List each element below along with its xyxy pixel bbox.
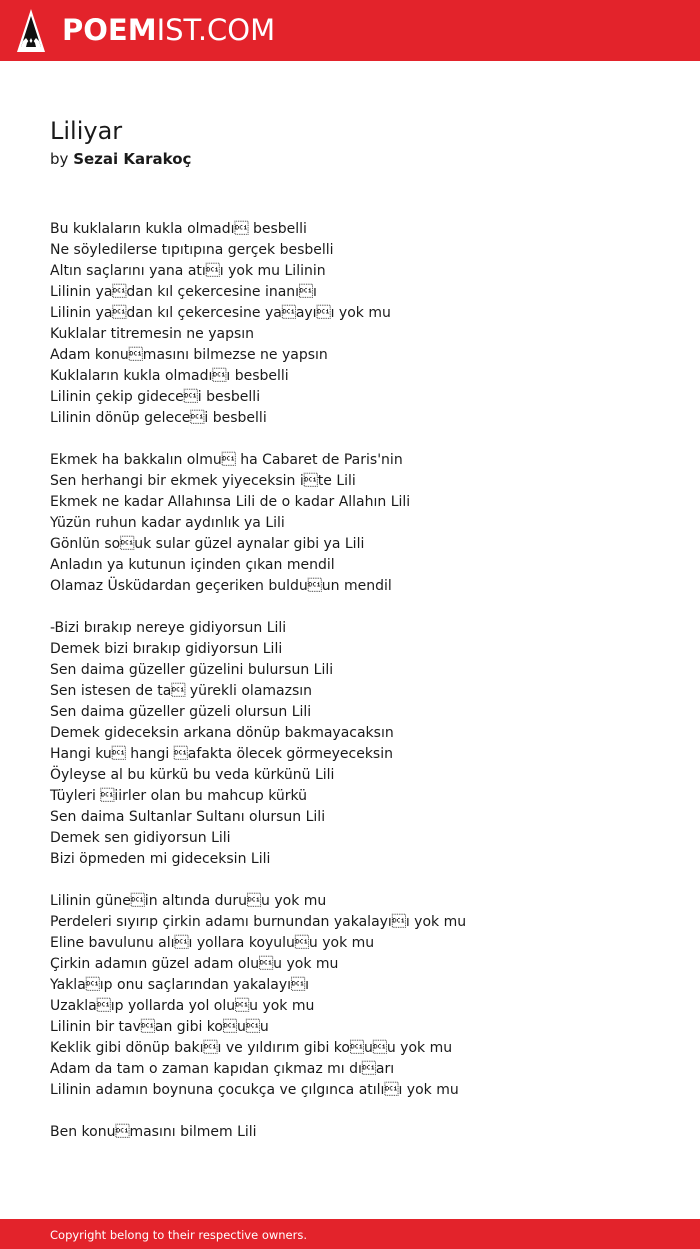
poem-line: Lilinin dönüp gelecei besbelli <box>50 410 267 426</box>
poem-line: Sen herhangi bir ekmek yiyeceksin ite Lili <box>50 473 356 489</box>
poem-title: Liliyar <box>50 117 123 145</box>
poem-stanza <box>50 450 670 597</box>
copyright-text: Copyright belong to their respective owners. <box>50 1228 308 1242</box>
poem-line: Demek bizi bırakıp gidiyorsun Lili <box>50 641 283 657</box>
poem-line: Tüyleri iirler olan bu mahcup kürkü <box>50 788 308 804</box>
poem-line: Öyleyse al bu kürkü bu veda kürkünü Lili <box>50 767 335 783</box>
poem-line: Lilinin günein altında duruu yok mu <box>50 893 327 909</box>
poem-line: Adam da tam o zaman kapıdan çıkmaz mı dıarı <box>50 1061 395 1077</box>
poem-line: Sen daima güzeller güzelini bulursun Lili <box>50 662 334 678</box>
poem-line: Ne söyledilerse tıpıtıpına gerçek besbelli <box>50 242 334 258</box>
poem-stanza <box>50 1122 670 1143</box>
author-name: Sezai Karakoç <box>73 150 192 168</box>
poem-stanza <box>50 891 670 1101</box>
poem-line: Hangi ku hangi afakta ölecek görmeyeceksin <box>50 746 393 762</box>
poem-line: Yaklaıp onu saçlarından yakalayıı <box>50 977 309 993</box>
poem-line: Altın saçlarını yana atıı yok mu Lilinin <box>50 263 326 279</box>
poem-body <box>50 219 670 1164</box>
poem-line: Yüzün ruhun kadar aydınlık ya Lili <box>50 515 285 531</box>
poem-line: Eline bavulunu alıı yollara koyuluu yok mu <box>50 935 375 951</box>
site-logo[interactable] <box>62 11 275 49</box>
poem-line: Uzaklaıp yollarda yol oluu yok mu <box>50 998 315 1014</box>
poem-line: Bizi öpmeden mi gideceksin Lili <box>50 851 271 867</box>
poem-line: Lilinin çekip gidecei besbelli <box>50 389 261 405</box>
pencil-icon[interactable] <box>17 9 45 52</box>
brand-light-text: IST.COM <box>156 13 276 47</box>
poem-line: Olamaz Üsküdardan geçeriken bulduun mendil <box>50 578 392 594</box>
poem-line: Kuklalar titremesin ne yapsın <box>50 326 255 342</box>
poem-line: Lilinin adamın boynuna çocukça ve çılgınca atılıı yok mu <box>50 1082 459 1098</box>
poem-line: Sen daima güzeller güzeli olursun Lili <box>50 704 312 720</box>
poem-line: Demek gideceksin arkana dönüp bakmayacaksın <box>50 725 394 741</box>
site-footer <box>0 1219 700 1249</box>
poem-line: Bu kuklaların kukla olmadı besbelli <box>50 221 307 237</box>
poem-line: Lilinin bir tavan gibi kouu <box>50 1019 269 1035</box>
poem-line: Adam konumasını bilmezse ne yapsın <box>50 347 328 363</box>
poem-line: Lilinin yadan kıl çekercesine inanıı <box>50 284 317 300</box>
poem-line: Sen istesen de ta yürekli olamazsın <box>50 683 313 699</box>
poem-line: Anladın ya kutunun içinden çıkan mendil <box>50 557 335 573</box>
byline <box>50 148 191 170</box>
poem-line: Ben konumasını bilmem Lili <box>50 1124 257 1140</box>
poem-line: Kuklaların kukla olmadıı besbelli <box>50 368 289 384</box>
byline-prefix: by <box>50 150 69 168</box>
poem-line: Ekmek ne kadar Allahınsa Lili de o kadar Allahın Lili <box>50 494 411 510</box>
poem-line: Gönlün souk sular güzel aynalar gibi ya Lili <box>50 536 365 552</box>
brand-strong-text: POEM <box>62 13 157 47</box>
poem-line: Perdeleri sıyırıp çirkin adamı burnundan yakalayıı yok mu <box>50 914 467 930</box>
site-header <box>0 0 700 61</box>
poem-line: Ekmek ha bakkalın olmu ha Cabaret de Paris'nin <box>50 452 403 468</box>
poem-line: Demek sen gidiyorsun Lili <box>50 830 231 846</box>
poem-line: Sen daima Sultanlar Sultanı olursun Lili <box>50 809 326 825</box>
poem-line: -Bizi bırakıp nereye gidiyorsun Lili <box>50 620 287 636</box>
poem-stanza <box>50 618 670 870</box>
poem-line: Lilinin yadan kıl çekercesine yaayıı yok mu <box>50 305 391 321</box>
poem-stanza <box>50 219 670 429</box>
poem-line: Keklik gibi dönüp bakıı ve yıldırım gibi kouu yok mu <box>50 1040 453 1056</box>
poem-line: Çirkin adamın güzel adam oluu yok mu <box>50 956 339 972</box>
